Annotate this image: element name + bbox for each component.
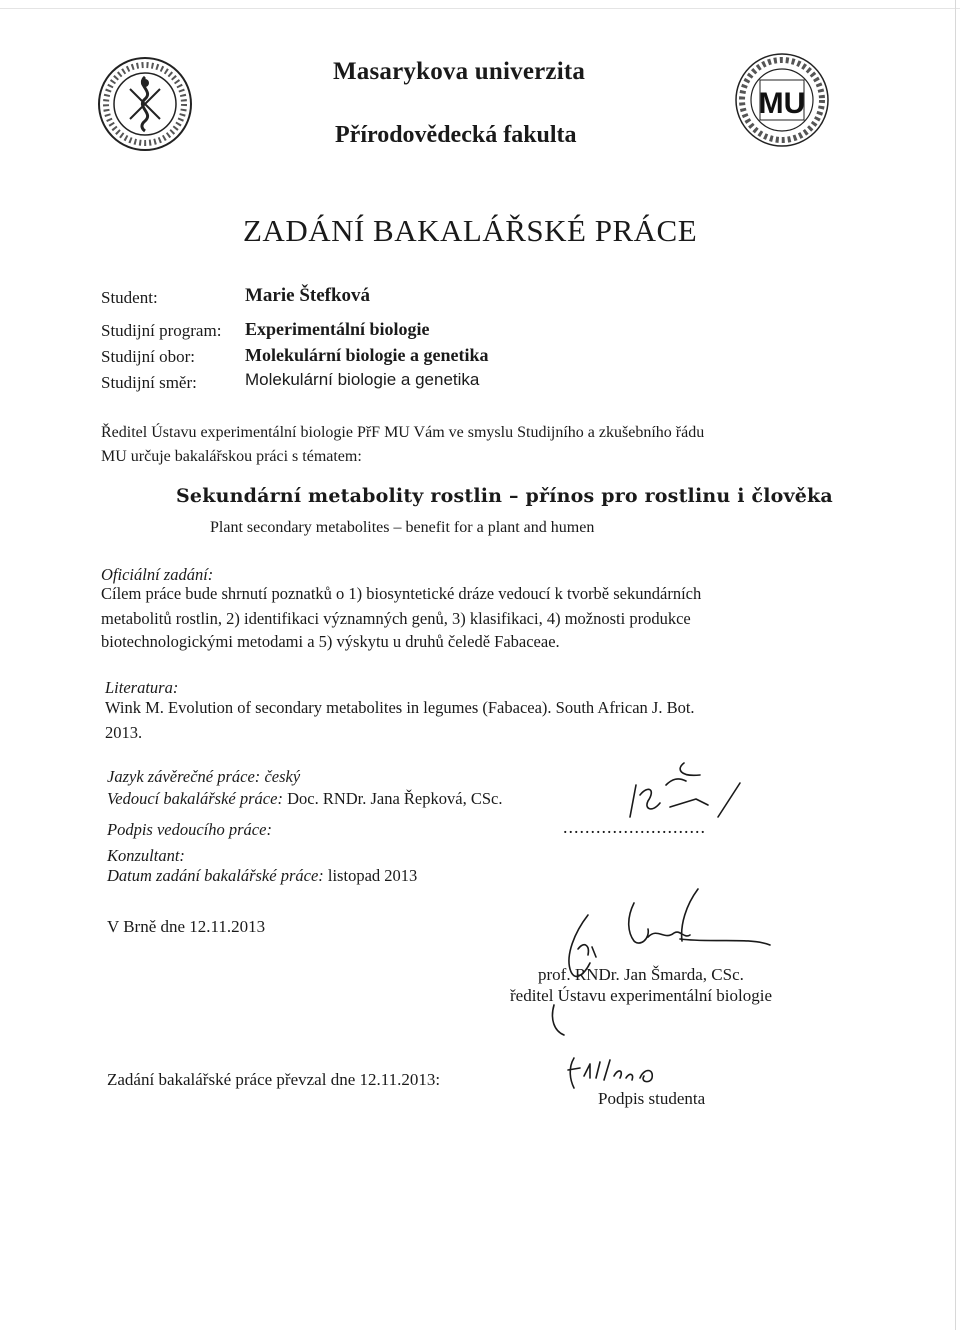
literature-label: Literatura: xyxy=(105,678,179,697)
official-label: Oficiální zadání: xyxy=(101,565,214,584)
topic-czech: Sekundární metabolity rostlin – přínos pro rostlinu i člověka xyxy=(176,485,833,507)
official-line-2: metabolitů rostlin, 2) identifikaci významných genů, 3) klasifikaci, 4) možnosti produkce xyxy=(101,609,691,628)
university-name: Masarykova univerzita xyxy=(333,58,586,85)
supervisor-value: Doc. RNDr. Jana Řepková, CSc. xyxy=(287,789,503,808)
official-line-3: biotechnologickými metodami a 5) výskytu u druhů čeledě Fabaceae. xyxy=(101,632,560,651)
direction-value: Molekulární biologie a genetika xyxy=(245,370,480,389)
intro-line-2: MU určuje bakalářskou práci s tématem: xyxy=(101,448,362,465)
intro-line-1: Ředitel Ústavu experimentální biologie PřF MU Vám ve smyslu Studijního a zkušebního řádu xyxy=(101,424,705,441)
director-role: ředitel Ústavu experimentální biologie xyxy=(510,986,773,1005)
consultant-label: Konzultant: xyxy=(107,846,185,865)
university-seal-logo xyxy=(734,50,830,150)
official-line-1: Cílem práce bude shrnutí poznatků o 1) biosyntetické dráze vedoucí k tvorbě sekundárních xyxy=(101,584,702,603)
student-sign-label: Podpis studenta xyxy=(598,1089,706,1108)
scan-edge-right xyxy=(955,0,956,1330)
faculty-seal-logo xyxy=(96,55,194,153)
program-label: Studijní program: xyxy=(101,321,222,340)
date-row xyxy=(107,866,417,886)
language-label: Jazyk závěrečné práce: xyxy=(107,767,261,786)
place-date: V Brně dne 12.11.2013 xyxy=(107,917,266,936)
language-row xyxy=(107,767,300,787)
receipt-text: Zadání bakalářské práce převzal dne 12.11.2013: xyxy=(107,1070,441,1089)
literature-line-1: Wink M. Evolution of secondary metabolites in legumes (Fabacea). South African J. Bot. xyxy=(105,698,695,717)
supervisor-sign-label: Podpis vedoucího práce: xyxy=(107,820,272,839)
program-value: Experimentální biologie xyxy=(245,319,430,339)
supervisor-sign-dots: .......................... xyxy=(563,817,706,837)
supervisor-signature xyxy=(600,755,770,835)
student-label: Student: xyxy=(101,288,158,307)
scan-edge-top xyxy=(0,8,960,9)
document-title: ZADÁNÍ BAKALÁŘSKÉ PRÁCE xyxy=(243,213,698,248)
literature-line-2: 2013. xyxy=(105,723,143,742)
svg-text:MU: MU xyxy=(758,87,806,120)
date-label: Datum zadání bakalářské práce: xyxy=(107,866,324,885)
topic-english: Plant secondary metabolites – benefit for a plant and humen xyxy=(210,519,595,536)
field-label: Studijní obor: xyxy=(101,347,195,366)
director-name: prof. RNDr. Jan Šmarda, CSc. xyxy=(538,965,744,984)
field-value: Molekulární biologie a genetika xyxy=(245,345,489,365)
date-value: listopad 2013 xyxy=(327,866,418,885)
supervisor-label: Vedoucí bakalářské práce: xyxy=(107,789,283,808)
language-value: český xyxy=(264,767,301,786)
direction-label: Studijní směr: xyxy=(101,373,197,392)
faculty-name: Přírodovědecká fakulta xyxy=(335,122,577,148)
student-name: Marie Štefková xyxy=(245,285,371,306)
supervisor-row xyxy=(107,789,502,809)
